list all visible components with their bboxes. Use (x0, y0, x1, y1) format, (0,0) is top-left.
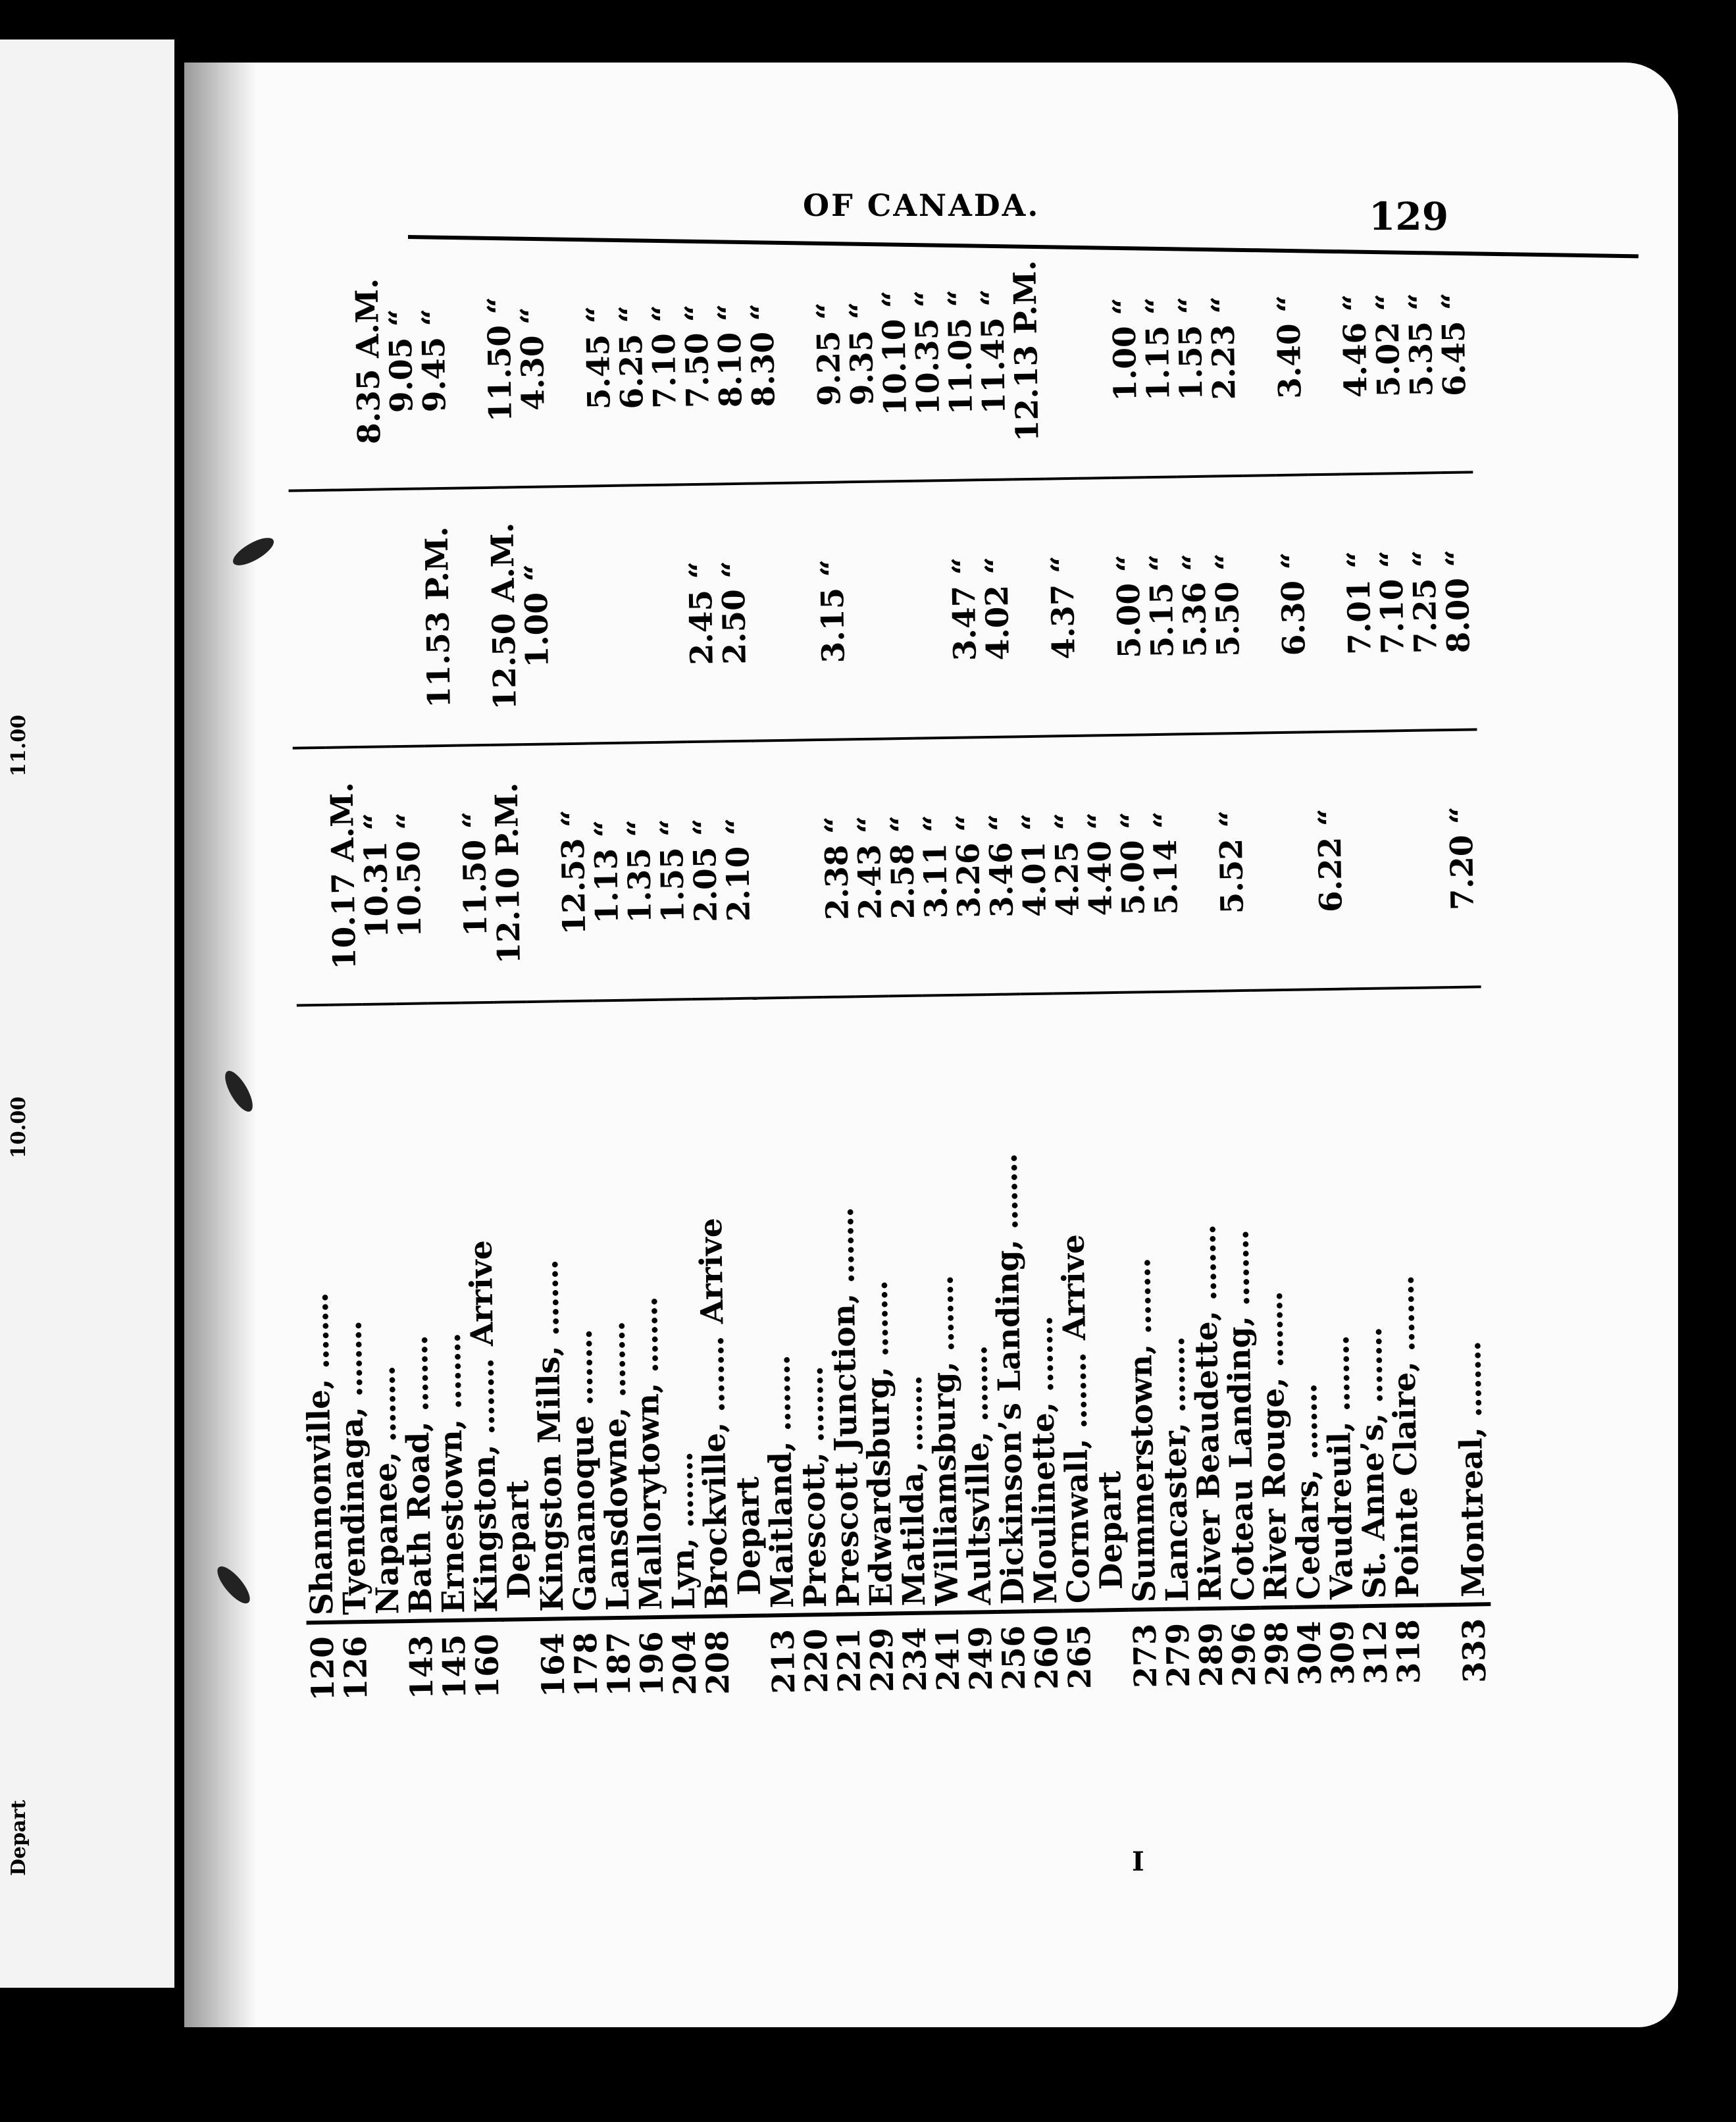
mileage-cell: 164 (536, 1618, 571, 1713)
station-name: Tyendinaga, (334, 1406, 374, 1615)
dot-leader: ........ (858, 1281, 896, 1367)
train-3-time (778, 227, 815, 483)
train-1-time: 2.43 “ (852, 738, 889, 996)
mileage-cell: 196 (635, 1617, 669, 1711)
train-1-time: 6.22 “ (1312, 731, 1349, 989)
train-3-time (548, 231, 584, 487)
train-2-time: 4.02 “ (979, 480, 1016, 737)
dot-leader: ........ (1121, 1258, 1160, 1345)
train-1-time: 12.53 “ (556, 744, 593, 1001)
arrive-depart-label (1352, 1314, 1389, 1315)
train-1-time: 3.26 “ (951, 737, 988, 995)
station-name: Montreal, (1453, 1426, 1493, 1598)
train-1-time: 5.00 “ (1115, 735, 1152, 992)
station-name: Napanee, (367, 1451, 407, 1615)
station-name: Kingston Mills, (530, 1345, 571, 1613)
station-name: Aultsville, (959, 1431, 999, 1605)
dot-leader: ........ (1452, 1341, 1490, 1428)
arrive-depart-label: Depart (730, 1476, 768, 1596)
train-2-time: 7.01 “ (1341, 474, 1378, 731)
train-2-time (848, 482, 884, 739)
train-3-time: 11.05 “ (942, 224, 979, 480)
arrive-depart-label (628, 1284, 665, 1285)
train-2-time (289, 490, 326, 748)
dot-leader: ........ (1352, 1328, 1391, 1414)
timetable (284, 217, 1492, 1716)
station-name: Brockville, (696, 1422, 736, 1610)
train-2-time: 6.30 “ (1275, 475, 1312, 733)
train-3-time: 12.13 P.M. (1008, 224, 1045, 480)
facing-page-fragment: 11.00 (7, 715, 30, 777)
arrive-depart-label (1156, 1324, 1192, 1325)
station-name (501, 1612, 538, 1613)
station-name: Prescott Junction, (825, 1293, 867, 1608)
mileage-cell: 289 (1194, 1609, 1229, 1703)
station-name: Lyn, (665, 1537, 703, 1611)
dot-leader: ........ (761, 1355, 799, 1441)
station-name: St. Anne’s, (1354, 1412, 1394, 1599)
train-1-time: 3.46 “ (984, 737, 1021, 994)
train-3-time: 9.05 “ (383, 234, 420, 490)
mileage-cell: 213 (767, 1615, 801, 1709)
station-name (1423, 1597, 1459, 1598)
mileage-cell: 309 (1326, 1606, 1360, 1700)
station-name: Williamsburg, (925, 1360, 966, 1606)
arrive-depart-label (431, 1320, 467, 1321)
mileage-cell: 234 (898, 1613, 932, 1707)
dot-leader: ........ (1187, 1225, 1225, 1311)
facing-page-text-fragments (7, 39, 30, 1882)
mileage-cell (1425, 1605, 1459, 1699)
mileage-cell: 260 (1030, 1611, 1064, 1705)
arrive-depart-label (663, 1439, 700, 1440)
arrive-depart-label (1254, 1279, 1290, 1280)
train-3-time: 5.02 “ (1370, 218, 1407, 474)
arrive-depart-label: Arrive (463, 1239, 501, 1347)
train-2-time: 8.00 “ (1440, 473, 1477, 730)
train-1-time (1345, 731, 1382, 989)
timetable-rotated (284, 219, 1494, 1717)
arrive-depart-label (794, 1354, 830, 1355)
mileage-cell: 318 (1392, 1605, 1426, 1699)
dot-leader: ........ (398, 1335, 436, 1422)
mileage-cell: 279 (1162, 1609, 1196, 1703)
dot-leader: ........ (1023, 1316, 1061, 1403)
dot-leader: ........ (1385, 1276, 1423, 1362)
train-1-time: 2.10 “ (721, 741, 757, 998)
train-3-time: 11.50 “ (482, 232, 519, 488)
mileage-cell: 143 (405, 1620, 440, 1715)
arrive-depart-label: Arrive (692, 1217, 731, 1324)
station-name: Lancaster, (1156, 1422, 1196, 1603)
dot-leader: ........ (892, 1376, 931, 1462)
train-3-time: 10.35 “ (909, 225, 946, 481)
train-1-time: 10.17 A.M. (326, 747, 363, 1004)
station-name: Prescott, (795, 1451, 834, 1608)
train-2-time (1242, 476, 1279, 733)
train-3-time: 7.10 “ (646, 229, 683, 485)
train-3-time (317, 234, 354, 490)
train-2-time: 3.47 “ (946, 480, 983, 738)
train-1-time: 1.55 “ (655, 742, 692, 999)
station-name: Maitland, (762, 1441, 802, 1609)
mileage-cell: 273 (1129, 1609, 1163, 1703)
dot-leader: ........ (663, 1452, 702, 1538)
arrive-depart-label (1320, 1323, 1356, 1324)
train-3-time (1041, 223, 1078, 479)
train-3-time: 9.25 “ (811, 226, 848, 482)
train-2-time (1078, 478, 1115, 735)
dot-leader: ........ (628, 1297, 666, 1384)
dot-leader: ........ (528, 1260, 567, 1346)
train-3-time: 9.35 “ (844, 226, 881, 482)
train-1-time (786, 740, 823, 997)
train-1-time (1181, 734, 1217, 991)
dot-leader: ........ (1057, 1353, 1095, 1439)
facing-page-fragment: Depart (7, 1799, 30, 1876)
train-2-time (749, 483, 786, 740)
page-number: 129 (1369, 194, 1449, 239)
arrive-depart-label (1423, 1584, 1459, 1585)
train-3-time: 4.46 “ (1337, 219, 1374, 475)
dot-leader: ........ (694, 1336, 732, 1423)
mileage-cell: 221 (832, 1614, 867, 1708)
train-1-time (1246, 733, 1283, 990)
train-1-time: 5.14 “ (1148, 734, 1185, 991)
train-1-time (753, 740, 790, 998)
train-3-time: 1.15 “ (1140, 221, 1177, 477)
mileage-cell: 160 (471, 1620, 505, 1714)
train-2-time: 12.50 A.M. (486, 488, 523, 745)
train-1-time (424, 746, 461, 1003)
mileage-cell: 296 (1227, 1608, 1262, 1702)
train-1-time (1279, 732, 1316, 989)
station-name: Pointe Claire, (1386, 1360, 1427, 1599)
arrive-depart-label (924, 1263, 960, 1264)
train-1-time: 1.13 “ (589, 743, 626, 1000)
dot-leader: ........ (924, 1276, 962, 1362)
dot-leader: ........ (824, 1208, 862, 1294)
arrive-depart-label: Depart (499, 1480, 538, 1599)
facing-page (0, 39, 174, 1988)
train-3-time: 5.35 “ (1403, 217, 1440, 473)
train-1-time: 3.11 “ (918, 738, 955, 995)
dot-leader: ........ (332, 1321, 370, 1407)
signature-mark: I (1132, 1846, 1144, 1877)
mileage-cell: 120 (307, 1622, 341, 1717)
dot-leader: ........ (596, 1322, 634, 1408)
mileage-cell: 187 (602, 1618, 636, 1712)
train-3-time: 6.25 “ (613, 230, 650, 486)
dot-leader: ........ (1319, 1335, 1358, 1422)
train-2-time (650, 485, 687, 742)
train-2-time (322, 490, 359, 747)
mileage-cell: 333 (1458, 1604, 1492, 1698)
station-name: Coteau Landing, (1221, 1315, 1262, 1601)
timetable-body (284, 217, 1492, 1716)
arrive-depart-label (596, 1308, 632, 1309)
station-name: River Rouge, (1254, 1377, 1295, 1601)
mileage-cell: 256 (997, 1611, 1031, 1705)
train-2-time: 5.00 “ (1111, 478, 1148, 735)
dot-leader: ........ (988, 1154, 1026, 1240)
dot-leader: ........ (431, 1333, 469, 1420)
train-1-time (1378, 731, 1415, 988)
train-3-time: 1.00 “ (1107, 222, 1144, 478)
train-3-time: 7.50 “ (679, 228, 716, 484)
dot-leader: ........ (1288, 1384, 1326, 1470)
arrive-depart-label (529, 1247, 565, 1248)
mileage-cell: 241 (931, 1613, 965, 1707)
train-3-time: 4.30 “ (515, 231, 551, 487)
arrive-depart-label (1385, 1263, 1421, 1264)
train-1-time: 11.50 “ (457, 745, 494, 1002)
arrive-depart-label (332, 1308, 369, 1309)
train-3-time: 11.45 “ (975, 224, 1012, 480)
station-name: Summerstown, (1123, 1343, 1163, 1603)
dot-leader: ........ (563, 1330, 601, 1416)
mileage-cell: 208 (701, 1616, 735, 1710)
mileage-cell: 126 (340, 1622, 374, 1716)
mileage-cell: 249 (964, 1612, 998, 1706)
train-3-time: 3.40 “ (1271, 219, 1308, 475)
arrive-depart-label (892, 1363, 929, 1364)
train-1-time: 12.10 P.M. (490, 744, 527, 1002)
train-2-time (782, 482, 819, 740)
train-3-time: 8.30 “ (745, 228, 782, 484)
arrive-depart-label (563, 1317, 599, 1318)
train-2-time: 3.15 “ (815, 482, 852, 740)
train-2-time: 11.53 P.M. (421, 488, 457, 746)
arrive-depart-label: Arrive (1055, 1233, 1093, 1341)
station-name: Dickinson’s Landing, (989, 1239, 1032, 1605)
facing-page-fragment: 10.00 (7, 1097, 30, 1158)
train-2-time (617, 485, 654, 742)
mileage-cell: 304 (1293, 1607, 1327, 1701)
dot-leader: ........ (299, 1293, 337, 1380)
train-3-time: 1.55 “ (1173, 221, 1210, 477)
train-1-time: 4.01 “ (1017, 737, 1054, 994)
train-2-time: 1.00 “ (519, 487, 555, 744)
train-3-time: 9.45 “ (416, 233, 453, 489)
train-1-time: 4.25 “ (1050, 736, 1086, 993)
dot-leader (501, 1612, 538, 1613)
station-name: Moulinette, (1025, 1401, 1065, 1605)
dot-leader: ........ (958, 1346, 996, 1432)
train-1-time: 1.35 “ (622, 742, 659, 1000)
train-3-time (1074, 222, 1111, 479)
station-name: Cedars, (1289, 1469, 1328, 1601)
mileage-cell (734, 1616, 768, 1710)
train-2-time: 5.36 “ (1177, 477, 1213, 734)
train-1-time (1411, 730, 1448, 987)
train-3-time (449, 232, 486, 488)
train-3-time (284, 235, 321, 491)
train-2-time (1308, 475, 1345, 732)
train-1-time: 2.38 “ (819, 739, 856, 996)
train-2-time (355, 490, 392, 747)
train-3-time: 6.45 “ (1436, 217, 1473, 473)
train-3-time (1304, 219, 1341, 475)
arrive-depart-label: Depart (1092, 1470, 1130, 1590)
train-1-time: 10.50 “ (392, 746, 428, 1003)
station-name: Bath Road, (399, 1420, 440, 1615)
train-3-time: 2.23 “ (1206, 220, 1242, 477)
train-2-time: 2.50 “ (716, 484, 753, 741)
train-1-time: 2.58 “ (885, 738, 922, 996)
arrive-depart-label (1288, 1371, 1324, 1372)
gutter-shadow (184, 63, 257, 2027)
train-3-time: 5.45 “ (580, 230, 617, 486)
arrive-depart-label (1023, 1303, 1059, 1304)
train-1-time (523, 744, 560, 1001)
train-1-time: 5.52 “ (1213, 733, 1250, 991)
mileage-cell (504, 1619, 538, 1713)
arrive-depart-label (398, 1323, 434, 1324)
station-name: Shannonville, (300, 1378, 341, 1616)
train-3-time: 8.10 “ (712, 228, 749, 484)
train-1-time: 2.05 “ (688, 741, 725, 998)
station-name: Gananoque (564, 1414, 604, 1612)
station-name: Mallorytown, (629, 1382, 670, 1611)
station-name: River Beaudette, (1188, 1310, 1229, 1602)
train-1-time: 10.31 “ (359, 746, 396, 1004)
train-2-time (551, 486, 588, 744)
train-1-time: 4.40 “ (1083, 735, 1119, 993)
train-2-time: 2.45 “ (683, 484, 720, 742)
arrive-depart-label (366, 1353, 402, 1354)
train-2-time: 5.15 “ (1144, 477, 1181, 735)
train-3-time: 10.10 “ (877, 226, 913, 482)
mileage-cell: 229 (865, 1613, 900, 1707)
page-header-title: OF CANADA. (803, 188, 1040, 223)
train-3-time (1238, 220, 1275, 476)
arrive-depart-label (1121, 1245, 1158, 1246)
mileage-cell: 312 (1359, 1606, 1393, 1700)
station-name: Ernestown, (432, 1418, 472, 1614)
train-2-time: 5.50 “ (1210, 476, 1246, 733)
dot-leader (1423, 1597, 1459, 1598)
train-2-time (913, 480, 950, 738)
arrive-depart-label (299, 1280, 335, 1281)
station-name: Matilda, (894, 1461, 933, 1607)
train-2-time: 7.25 “ (1407, 473, 1444, 731)
dot-leader: ........ (465, 1359, 503, 1445)
arrive-depart-label (858, 1268, 894, 1269)
mileage-cell (372, 1621, 407, 1715)
train-2-time (1012, 479, 1049, 737)
train-1-time: 7.20 “ (1444, 729, 1481, 987)
train-2-time: 7.10 “ (1374, 473, 1411, 731)
dot-leader: ........ (794, 1366, 832, 1453)
station-name: Cornwall, (1058, 1438, 1098, 1604)
train-2-time (584, 486, 621, 743)
station-name: Vaudreuil, (1321, 1420, 1361, 1600)
mileage-cell: 145 (438, 1620, 472, 1715)
arrive-depart-label (1219, 1217, 1256, 1218)
mileage-cell: 265 (1063, 1611, 1097, 1705)
mileage-cell: 178 (569, 1618, 603, 1713)
dot-leader: ........ (1155, 1337, 1193, 1423)
mileage-cell (1096, 1610, 1130, 1704)
dot-leader: ........ (366, 1366, 404, 1453)
train-2-time: 4.37 “ (1045, 479, 1082, 736)
station-name: Kingston, (466, 1444, 505, 1613)
dot-leader: ........ (1253, 1291, 1291, 1378)
station-name: Edwardsburg, (859, 1366, 900, 1607)
station-name: Lansdowne, (597, 1407, 637, 1611)
dot-leader: ........ (1219, 1230, 1258, 1316)
train-2-time (881, 481, 917, 738)
arrive-depart-label (1452, 1328, 1488, 1329)
mileage-cell: 220 (800, 1615, 834, 1709)
mileage-cell: 298 (1260, 1607, 1294, 1701)
train-3-time: 8.35 A.M. (350, 234, 387, 490)
mileage-cell: 204 (668, 1617, 702, 1711)
